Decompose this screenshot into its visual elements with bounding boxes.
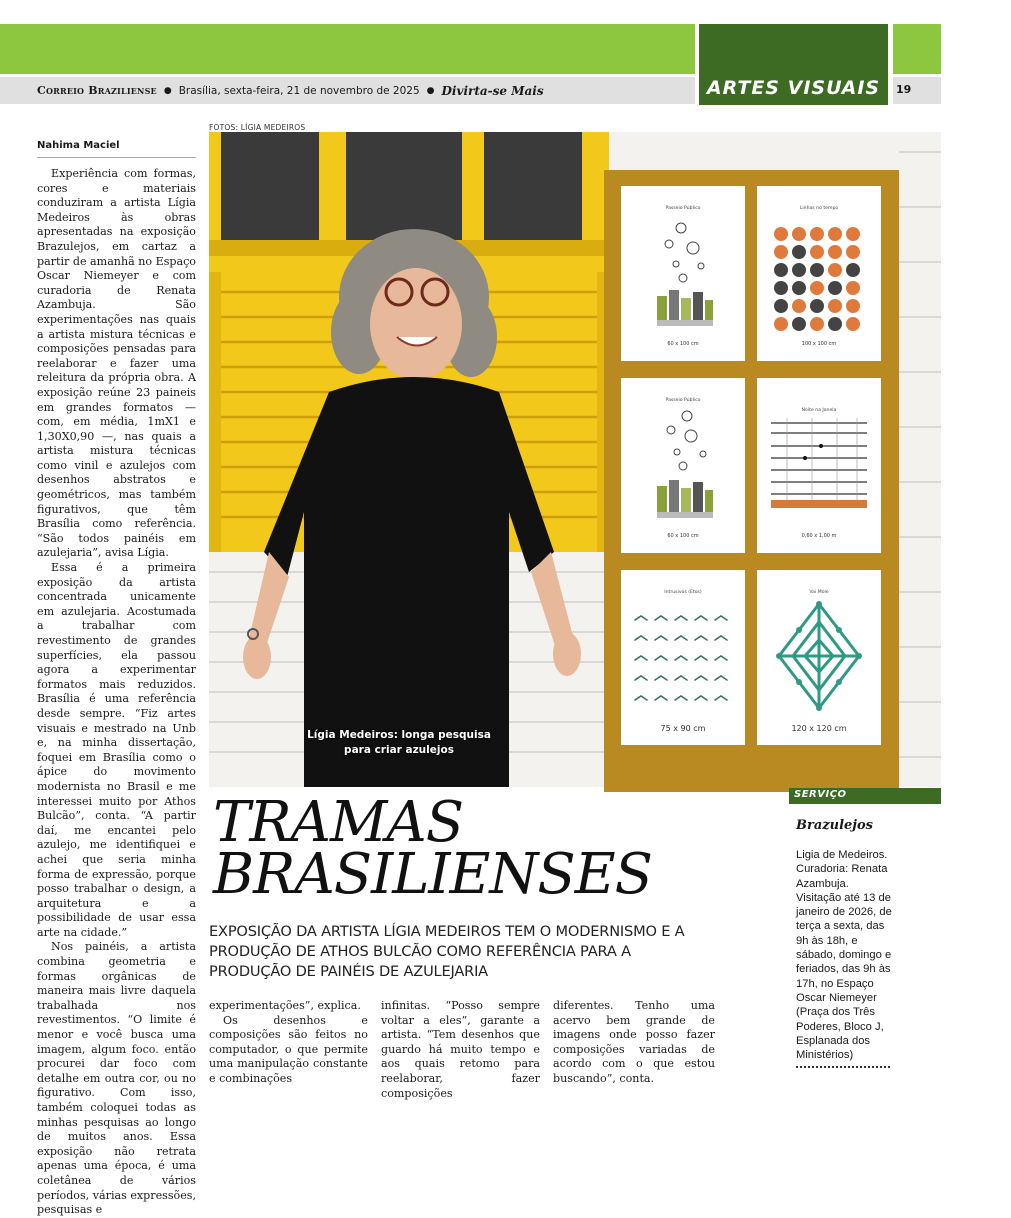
panel-card-linhas-no-tempo (757, 186, 881, 361)
page-number-bar (893, 77, 941, 104)
feature-photo (209, 132, 941, 787)
bullet-separator: ● (426, 85, 435, 96)
circles-pattern-icon (621, 186, 745, 361)
photo-credit: FOTOS: LÍGIA MEDEIROS (209, 123, 306, 132)
header-accent-bar (0, 24, 695, 74)
panel-size: 120 x 120 cm (791, 724, 847, 733)
panel-card-passeio-publico-2 (621, 378, 745, 553)
diamond-lattice-pattern-icon (757, 570, 881, 745)
panel-title: Vai Mole (809, 590, 829, 595)
section-label: ARTES VISUAIS (706, 77, 881, 99)
headline (213, 790, 653, 907)
quarter-circles-pattern-icon (757, 186, 881, 361)
panel-size: 60 x 100 cm (667, 341, 699, 347)
supplement-name: Divirta-se Mais (441, 83, 544, 98)
panel-card-noite-na-janela (757, 378, 881, 553)
byline: Nahima Maciel (37, 140, 196, 158)
info-bar (0, 77, 695, 104)
service-label: SERVIÇO (794, 789, 847, 800)
service-bar (789, 788, 941, 804)
article-column-3 (381, 999, 540, 1101)
article-column-1 (37, 167, 196, 1218)
header-accent-bar-right (893, 24, 941, 74)
section-box (699, 24, 888, 105)
panel-title: Noite na Janela (801, 408, 837, 413)
photo-caption: Lígia Medeiros: longa pesquisa para criar azulejos (307, 729, 491, 756)
birds-pattern-icon (621, 570, 745, 745)
page-number: 19 (896, 83, 912, 96)
paragraph: experimentações”, explica. (209, 999, 361, 1012)
paragraph: Essa é a primeira exposição da artista concentrada unicamente em azulejaria. Acostumada a trabalhar com revestimento de grandes superfícies, ela passou agora a experimentar formatos mais reduzidos. Brasília é uma referência desde sempre. “Fiz artes visuais e mestrado na Unb e, na minha dissertação, foquei em Brasília como o ápice do movimento modernista no Brasil e me interessei muito por Athos Bulcão”, conta. “A partir daí, me encantei pelo azulejo, me identifiquei e achei que seria minha forma de expressão, porque posso trabalhar o design, a arquitetura e a possibilidade de usar essa arte na cidade.” (37, 561, 196, 939)
service-details: Ligia de Medeiros. Curadoria: Renata Azambuja. Visitação até 13 de janeiro de 2026, de terça a sexta, das 9h às 18h, e sábado, domingo e feriados, das 9h às 17h, no Espaço Oscar Niemeyer (Praça dos Três Poderes, Bloco J, Esplanada dos Ministérios) (796, 849, 892, 1062)
service-title: Brazulejos (796, 818, 873, 833)
panel-size: 75 x 90 cm (660, 724, 706, 733)
paragraph: Nos painéis, a artista combina geometria e formas orgânicas de maneira mais livre daquela trabalhada nos revestimentos. “O limite é menor e você busca uma imagem, algum foco. então procurei dar foco com detalhe em outra cor, ou no figurativo. Com isso, também coloquei todas as minhas pesquisas ao longo de muitos anos. Essa exposição não retrata apenas uma época, é uma coletânea de vários períodos, várias expressões, pesquisas e (37, 940, 196, 1217)
panel-title: Linhas no tempo (799, 206, 839, 211)
bullet-separator: ● (163, 85, 172, 96)
dateline: Brasília, sexta-feira, 21 de novembro de 2025 (178, 84, 420, 97)
panel-title: Intrusivos (Etos) (664, 590, 702, 595)
panel-grid (604, 170, 899, 792)
panel-size: 0,60 x 1,00 m (801, 533, 837, 539)
masthead: Correio Braziliense (37, 84, 157, 97)
subheadline: EXPOSIÇÃO DA ARTISTA LÍGIA MEDEIROS TEM O MODERNISMO E A PRODUÇÃO DE ATHOS BULCÃO COMO REFERÊNCIA PARA A PRODUÇÃO DE PAINÉIS DE AZULEJARIA (209, 923, 685, 980)
article-column-2 (209, 999, 368, 1087)
paragraph: diferentes. Tenho uma acervo bem grande de imagens onde posso fazer composições variadas de acordo com o que estou buscando”, conta. (553, 999, 715, 1085)
paragraph: Os desenhos e composições são feitos no computador, o que permite uma manipulação constante e combinações (209, 1013, 368, 1085)
panel-card-intrusivos (621, 570, 745, 745)
panel-title: Passeio Público (665, 206, 701, 211)
panel-size: 100 x 100 cm (801, 341, 837, 347)
service-divider (796, 1066, 890, 1068)
wires-pattern-icon (757, 378, 881, 553)
panel-title: Passeio Público (665, 398, 701, 403)
paragraph: Experiência com formas, cores e materiais conduziram a artista Lígia Medeiros às obras apresentadas na exposição Brazulejos, em cartaz a partir de amanhã no Espaço Oscar Niemeyer e com curadoria de Renata Azambuja. São experimentações nas quais a artista mistura técnicas e composições pensadas para reelaborar e fazer uma releitura da própria obra. A exposição reúne 23 paineis em grandes formatos — com, em média, 1mX1 e 1,30X0,90 —, nas quais a artista mistura técnicas como vinil e azulejos com desenhos abstratos e geométricos, mas também figurativos, que têm Brasília como referência. “São todos painéis em azulejaria”, avisa Lígia. (37, 167, 196, 560)
headline-line: BRASILIENSES (213, 842, 653, 907)
panel-card-vai-mole (757, 570, 881, 745)
headline-line: TRAMAS (213, 790, 464, 855)
panel-card-passeio-publico (621, 186, 745, 361)
paragraph: infinitas. “Posso sempre voltar a eles”, garante a artista. “Tem desenhos que guardo há muito tempo e aos quais retomo para reelaborar, fazer composições (381, 999, 540, 1100)
circles-pattern-icon (621, 378, 745, 553)
panel-size: 60 x 100 cm (667, 533, 699, 539)
article-column-4 (553, 999, 715, 1087)
